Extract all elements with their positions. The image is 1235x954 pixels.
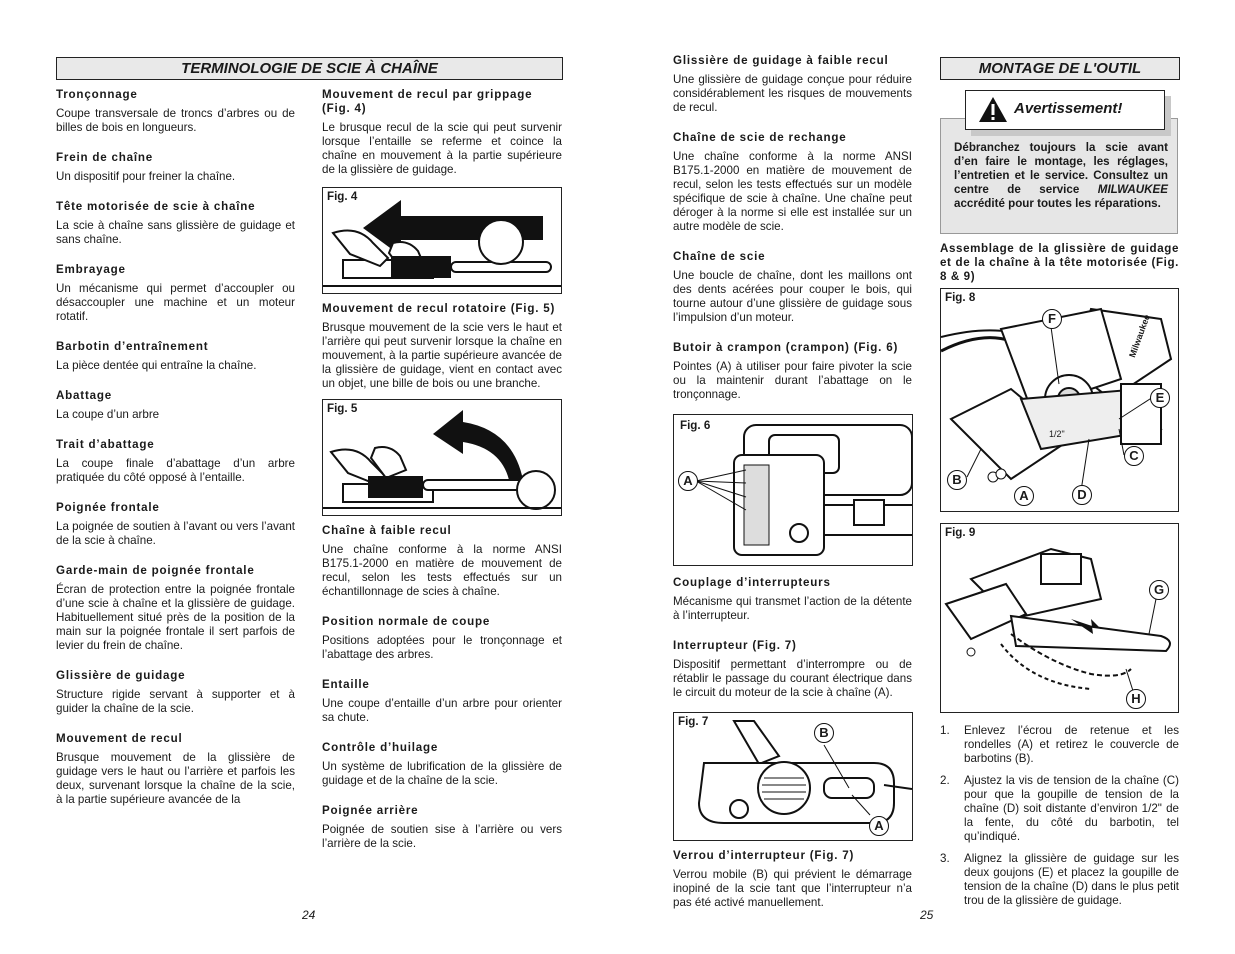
term-text: Poignée de soutien sise à l’arrière ou vers l’arrière de la scie. [322,823,562,850]
step-number: 2. [940,774,950,787]
term-title: Entaille [322,678,370,691]
term-text: Brusque mouvement de la glissière de guidage vers le haut ou l’arrière et parfois les deux, survenant lorsque la chaîne de la scie, à la partie supérieure avancée de la [56,751,295,806]
fig8-brand: Milwaukee [1127,313,1152,359]
callout-letter: A [1014,486,1034,506]
assembly-step [940,852,1179,908]
fig8-measure: 1/2" [1049,429,1065,439]
term-text: Écran de protection entre la poignée frontale d’une scie à chaîne et la glissière de guidage. Habituellement situé près de la position de la main sur la poignée frontale il sert parfois de levier du frein de chaîne. [56,583,295,652]
callout-letter: G [1149,580,1169,600]
step-text: Alignez la glissière de guidage sur les deux goujons (E) et placez la goupille de tension de la chaîne (D) dans le plus petit trou de la glissière de guidage. [964,852,1179,907]
term-title: Interrupteur (Fig. 7) [673,639,797,652]
term-block [673,849,912,910]
bumper-spike-illustration [674,415,912,565]
term-block [673,576,912,623]
step-text: Ajustez la vis de tension de la chaîne (C) pour que la goupille de tension de la chaîne (D) soit distante d’environ 1/2" de la fente, du côté du barbotin, tel qu’indiqué. [964,774,1179,843]
term-block [56,732,295,807]
term-text: Dispositif permettant d’interrompre ou de rétablir le passage du courant électrique dans le circuit du moteur de la scie à chaîne (A). [673,658,912,699]
term-title: Poignée arrière [322,804,419,817]
term-text: Pointes (A) à utiliser pour faire pivoter la scie ou la maintenir durant l’abattage on le tronçonnage. [673,360,912,401]
step-number: 3. [940,852,950,865]
term-block [673,54,912,115]
figure-label: Fig. 9 [945,526,976,539]
right-column-1 [673,54,912,926]
term-block [673,131,912,234]
term-title: Barbotin d’entraînement [56,340,209,353]
figure-5 [322,399,562,516]
term-title: Contrôle d’huilage [322,741,439,754]
figure-4 [322,187,562,294]
callout-letter: D [1072,485,1092,505]
term-text: La coupe d’un arbre [56,408,160,421]
step-number: 1. [940,724,950,737]
term-text: Un mécanisme qui permet d’accoupler ou désaccoupler une machine et un moteur rotatif. [56,282,295,323]
term-block [56,263,295,324]
term-block [56,151,295,184]
term-text: Un dispositif pour freiner la chaîne. [56,170,236,183]
term-block [56,438,295,485]
term-title: Garde-main de poignée frontale [56,564,255,577]
term-text: Brusque mouvement de la scie vers le haut et l’arrière qui peut survenir lorsque la chaîne en mouvement, à la partie supérieure avancée de la glissière de guidage, vient en contact avec un objet, une bille de bois ou une branche. [322,321,562,390]
right-page-header [940,57,1180,80]
figure-label: Fig. 7 [678,715,709,728]
term-title: Tronçonnage [56,88,138,101]
bar-and-chain-illustration [941,524,1178,712]
term-title: Position normale de coupe [322,615,491,628]
term-text: Une chaîne conforme à la norme ANSI B175.1-2000 en matière de mouvement de recul, selon les tests effectués sur un échantillonnage de scies à chaîne. [322,543,562,598]
term-title: Chaîne à faible recul [322,524,452,537]
kickback-pinch-illustration [323,188,561,293]
right-column-2 [940,242,1179,916]
warning-text-b: accrédité pour toutes les réparations. [954,197,1161,210]
warning-title-box [965,90,1165,130]
term-title: Tête motorisée de scie à chaîne [56,200,256,213]
term-text: Une chaîne conforme à la norme ANSI B175.1-2000 en matière de mouvement de recul, selon les tests effectués sur un modèle spécifique de scie à chaîne. Une chaîne peut déroger à la norme si elle est installée sur un autre modèle de scie. [673,150,912,233]
term-text: Un système de lubrification de la glissière de guidage et de la chaîne de la scie. [322,760,562,787]
term-title: Frein de chaîne [56,151,154,164]
term-title: Verrou d’interrupteur (Fig. 7) [673,849,855,862]
term-title: Embrayage [56,263,126,276]
page-number-left: 24 [302,908,316,922]
term-block [322,678,562,725]
callout-letter: B [814,723,834,743]
term-block [56,501,295,548]
figure-label: Fig. 8 [945,291,976,304]
figure-label: Fig. 6 [680,419,711,432]
term-text: Positions adoptées pour le tronçonnage et l’abattage des arbres. [322,634,562,661]
figure-6 [673,414,913,566]
term-title: Couplage d’interrupteurs [673,576,831,589]
warning-box [940,118,1178,234]
callout-letter: E [1150,388,1170,408]
left-column-2 [322,88,562,867]
figure-9 [940,523,1179,713]
term-text: Une boucle de chaîne, dont les maillons ont des dents acérées pour couper le bois, qui tourne autour d’une glissière de guidage sous l’impulsion d’un moteur. [673,269,912,324]
term-title: Mouvement de recul rotatoire (Fig. 5) [322,302,556,315]
figure-label: Fig. 5 [327,402,358,415]
figure-8 [940,288,1179,512]
assembly-steps [940,724,1179,908]
term-text: Coupe transversale de troncs d’arbres ou de billes de bois en longueurs. [56,107,295,134]
term-text: Mécanisme qui transmet l’action de la détente à l’interrupteur. [673,595,912,622]
right-header-text: MONTAGE DE L'OUTIL [978,60,1142,77]
term-block [322,524,562,599]
term-block [322,804,562,851]
assembly-step [940,724,1179,766]
figure-7 [673,712,913,841]
warning-brand: MILWAUKEE [1097,183,1168,196]
term-title: Chaîne de scie de rechange [673,131,847,144]
warning-text-a: Débranchez toujours la scie avant d’en faire le montage, les réglages, l’entretien et le service. Consultez un centre de service [954,141,1168,196]
term-block [322,615,562,662]
assembly-step [940,774,1179,844]
kickback-rotational-illustration [323,400,561,515]
term-block [673,250,912,325]
term-text: Structure rigide servant à supporter et à guider la chaîne de la scie. [56,688,295,715]
assembly-title: Assemblage de la glissière de guidage et de la chaîne à la tête motorisée (Fig. 8 & 9) [940,242,1179,283]
callout-letter: F [1042,309,1062,329]
term-title: Chaîne de scie [673,250,766,263]
left-column-1 [56,88,295,823]
left-page-header [56,57,563,80]
term-title: Glissière de guidage à faible recul [673,54,889,67]
term-title: Trait d’abattage [56,438,155,451]
term-text: Une coupe d’entaille d’un arbre pour orienter sa chute. [322,697,562,724]
term-title: Poignée frontale [56,501,160,514]
term-title: Mouvement de recul par grippage (Fig. 4) [322,88,533,115]
term-text: La poignée de soutien à l’avant ou vers l’avant de la scie à chaîne. [56,520,295,547]
warning-text [954,141,1168,211]
term-text: La coupe finale d’abattage d’un arbre pratiquée du côté opposé à l’entaille. [56,457,295,484]
term-block [322,88,562,177]
page-number-right: 25 [920,908,934,922]
callout-letter: B [947,470,967,490]
term-text: Le brusque recul de la scie qui peut survenir lorsque l’entaille se referme et coince la chaîne en mouvement à la partie supérieure de la glissière de guidage. [322,121,562,176]
term-block [322,302,562,391]
term-text: La pièce dentée qui entraîne la chaîne. [56,359,257,372]
term-block [56,88,295,135]
term-block [56,389,295,422]
term-block [673,341,912,402]
term-title: Butoir à crampon (crampon) (Fig. 6) [673,341,899,354]
term-title: Mouvement de recul [56,732,183,745]
term-block [56,340,295,373]
left-header-text: TERMINOLOGIE DE SCIE À CHAÎNE [181,60,438,77]
term-block [56,669,295,716]
term-block [673,639,912,700]
callout-letter: C [1124,446,1144,466]
term-block [56,200,295,247]
term-title: Abattage [56,389,113,402]
term-text: Verrou mobile (B) qui prévient le démarrage inopiné de la scie tant que l’interrupteur n’a pas été activé manuellement. [673,868,912,909]
term-text: Une glissière de guidage conçue pour réduire considérablement les risques de mouvements de recul. [673,73,912,114]
step-text: Enlevez l’écrou de retenue et les rondelles (A) et retirez le couvercle de barbotins (B). [964,724,1179,765]
callout-letter: H [1126,689,1146,709]
term-title: Glissière de guidage [56,669,186,682]
warning-title: Avertissement! [1014,100,1123,117]
callout-letter: A [678,471,698,491]
term-block [56,564,295,653]
term-block [322,741,562,788]
callout-letter: A [869,816,889,836]
warning-triangle-icon [978,96,1008,123]
figure-label: Fig. 4 [327,190,358,203]
term-text: La scie à chaîne sans glissière de guidage et sans chaîne. [56,219,295,246]
